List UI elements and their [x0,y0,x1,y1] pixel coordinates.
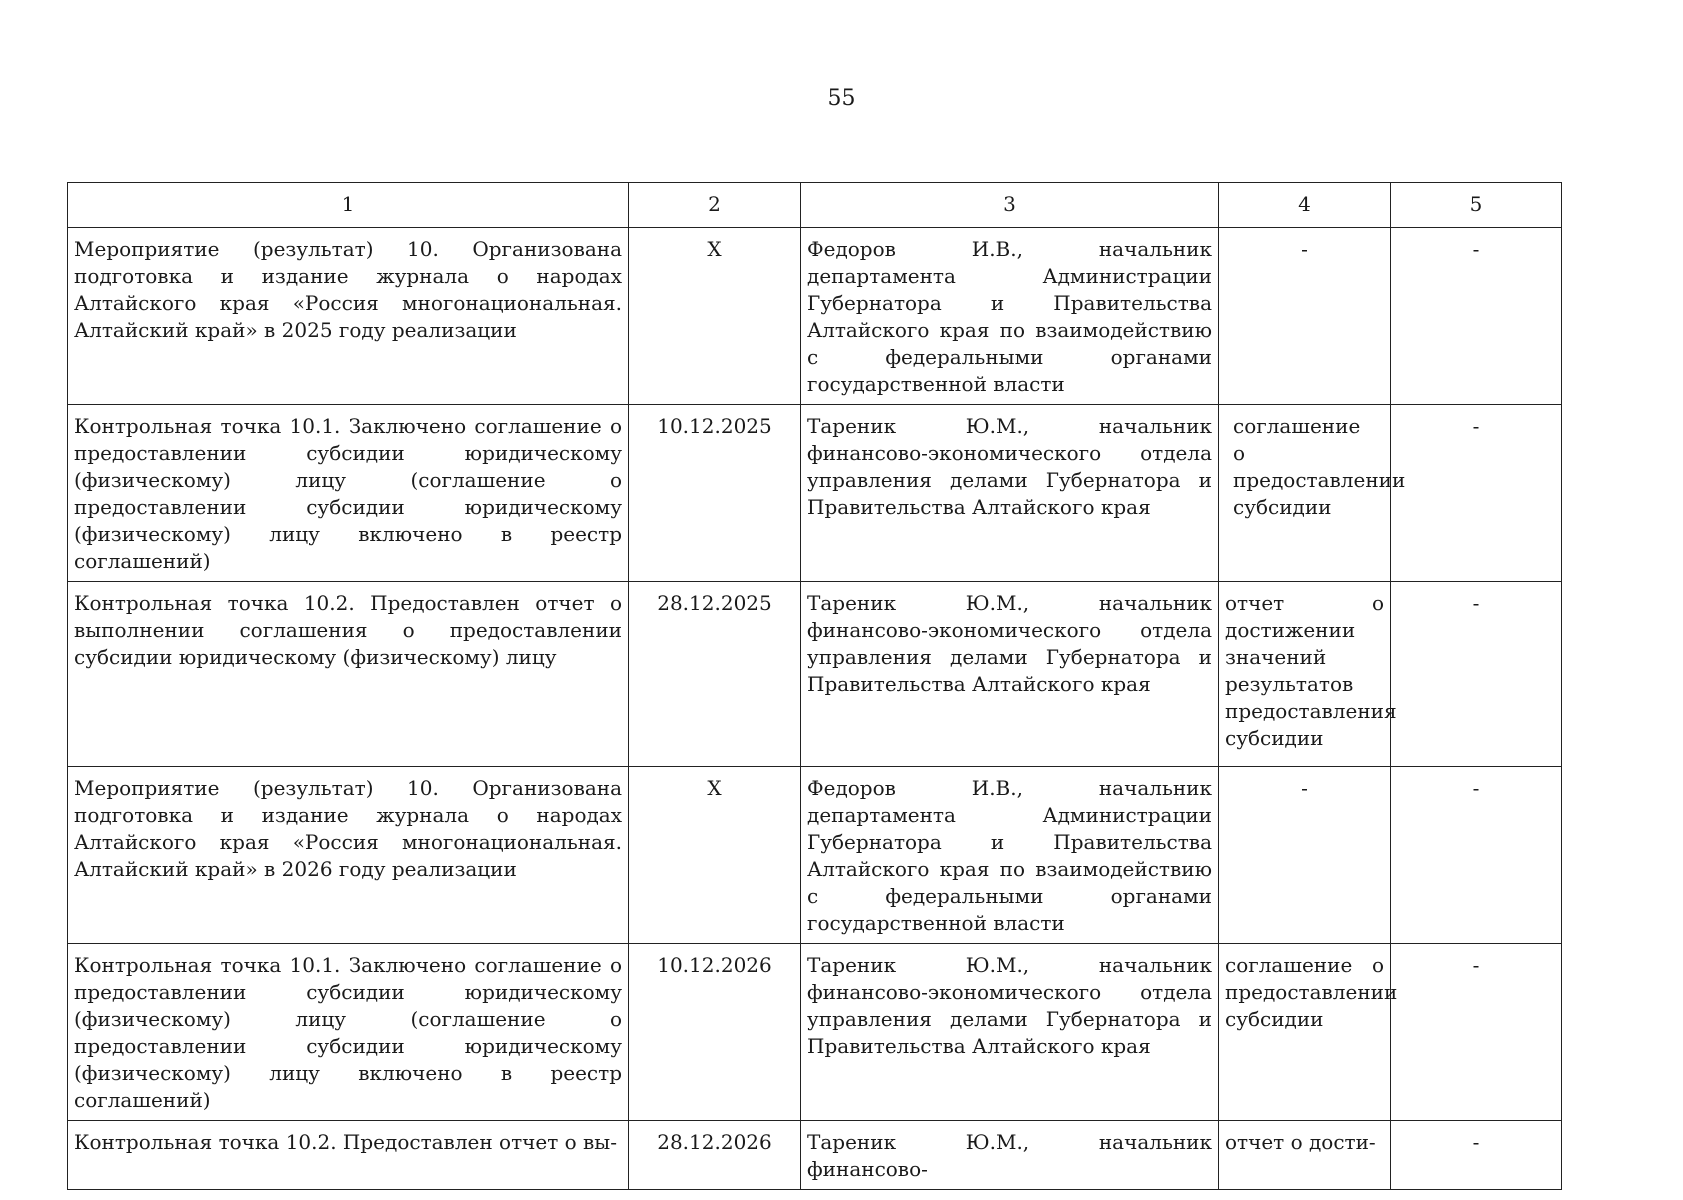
event-description: Контрольная точка 10.2. Предоставлен отчет о вы- [68,1121,629,1190]
responsible-person: Тареник Ю.М., начальник финансово-экономического отдела управления делами Губернатора и Правительства Алтайского края [801,405,1219,582]
page-number: 55 [827,86,856,111]
deadline: 28.12.2025 [629,582,801,767]
responsible-person: Федоров И.В., начальник департамента Администрации Губернатора и Правительства Алтайского края по взаимодействию с федеральными органами государственной власти [801,767,1219,944]
table-row [68,228,1562,405]
column-header-1: 1 [68,183,629,228]
document-type: отчет о дости- [1219,1121,1391,1190]
deadline: 10.12.2026 [629,944,801,1121]
column-header-4: 4 [1219,183,1391,228]
document-type: - [1219,228,1391,405]
information-system: - [1391,405,1562,582]
information-system: - [1391,1121,1562,1190]
responsible-person: Тареник Ю.М., начальник финансово- [801,1121,1219,1190]
deadline: 10.12.2025 [629,405,801,582]
responsible-person: Федоров И.В., начальник департамента Администрации Губернатора и Правительства Алтайского края по взаимодействию с федеральными органами государственной власти [801,228,1219,405]
document-type-text: соглашение о предоставлении субсидии [1233,414,1406,519]
responsible-person: Тареник Ю.М., начальник финансово-экономического отдела управления делами Губернатора и Правительства Алтайского края [801,944,1219,1121]
information-system: - [1391,582,1562,767]
table-row [68,944,1562,1121]
document-type: отчет о достижении значений результатов предоставления субсидии [1219,582,1391,767]
table-row [68,582,1562,767]
document-type: соглашение о предоставлении субсидии [1219,944,1391,1121]
table-row [68,1121,1562,1190]
event-description: Мероприятие (результат) 10. Организована подготовка и издание журнала о народах Алтайского края «Россия многонациональная. Алтайский край» в 2026 году реализации [68,767,629,944]
table-row [68,767,1562,944]
deadline: X [629,767,801,944]
information-system: - [1391,228,1562,405]
column-header-5: 5 [1391,183,1562,228]
table-row [68,405,1562,582]
event-description: Контрольная точка 10.1. Заключено соглашение о предоставлении субсидии юридическому (физическому) лицу (соглашение о предоставлении субсидии юридическому (физическому) лицу включено в реестр соглашений) [68,405,629,582]
event-description: Мероприятие (результат) 10. Организована подготовка и издание журнала о народах Алтайского края «Россия многонациональная. Алтайский край» в 2025 году реализации [68,228,629,405]
responsible-person: Тареник Ю.М., начальник финансово-экономического отдела управления делами Губернатора и Правительства Алтайского края [801,582,1219,767]
document-type [1219,405,1406,582]
document-type: - [1219,767,1391,944]
column-header-2: 2 [629,183,801,228]
document-table [67,182,1562,1190]
column-header-3: 3 [801,183,1219,228]
deadline: 28.12.2026 [629,1121,801,1190]
deadline: X [629,228,801,405]
information-system: - [1391,767,1562,944]
table-header-row [68,183,1562,228]
event-description: Контрольная точка 10.1. Заключено соглашение о предоставлении субсидии юридическому (физическому) лицу (соглашение о предоставлении субсидии юридическому (физическому) лицу включено в реестр соглашений) [68,944,629,1121]
event-description: Контрольная точка 10.2. Предоставлен отчет о выполнении соглашения о предоставлении субсидии юридическому (физическому) лицу [68,582,629,767]
information-system: - [1391,944,1562,1121]
